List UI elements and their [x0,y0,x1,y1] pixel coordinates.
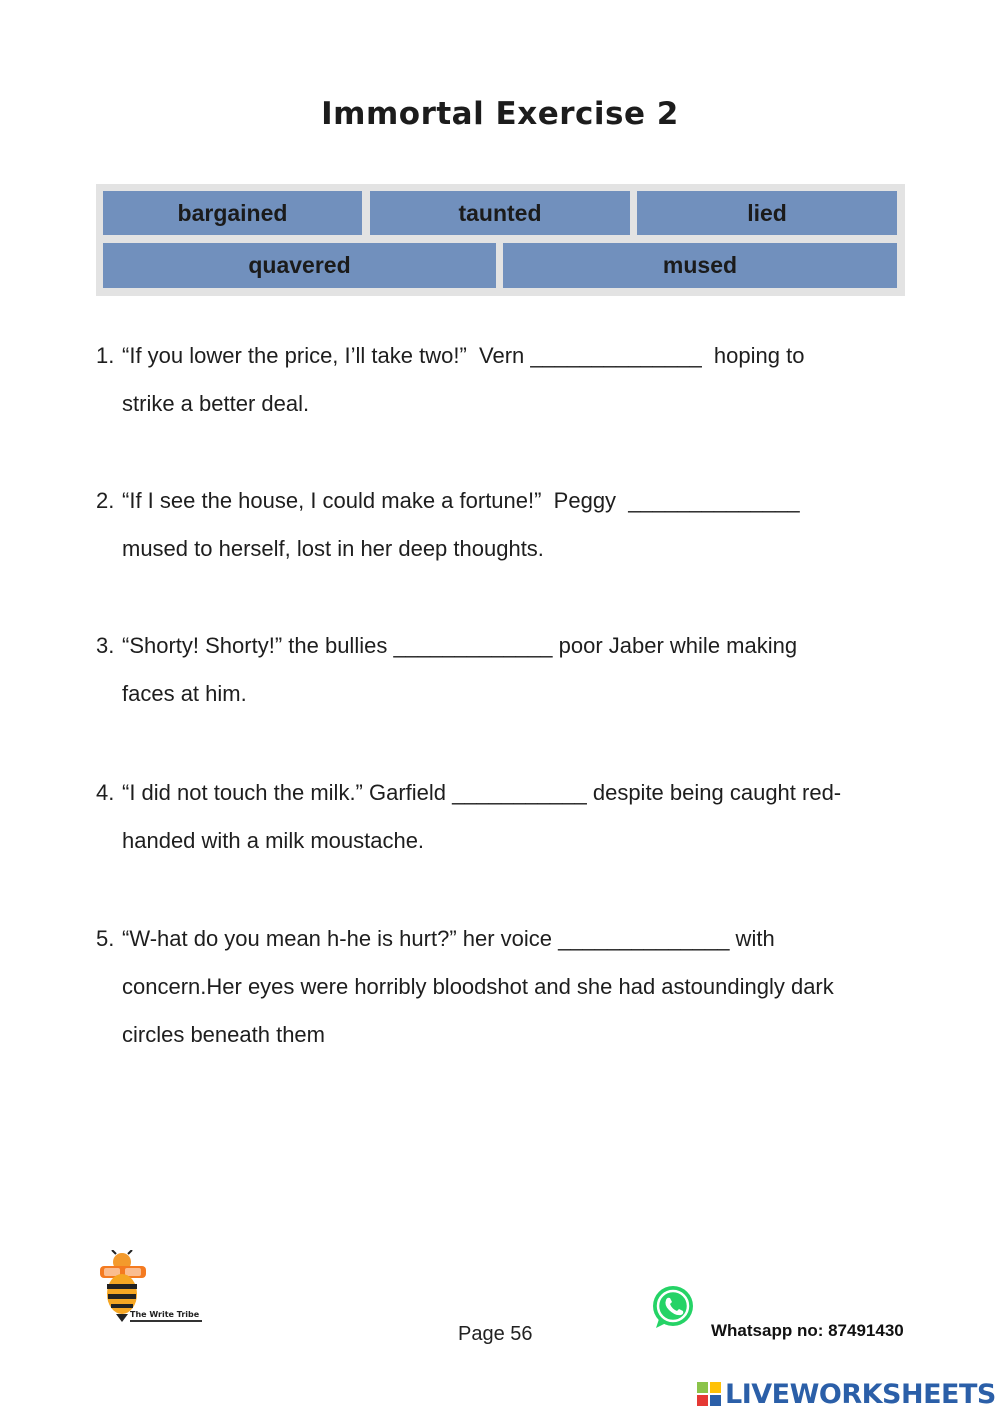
whatsapp-number: Whatsapp no: 87491430 [711,1321,904,1340]
liveworksheets-brand [697,1374,996,1414]
question-continuation: circles beneath them [122,1022,325,1047]
word-bank [96,184,905,296]
question-4 [96,769,896,865]
answer-blank[interactable]: ___________ [452,780,587,805]
word-bank-item: lied [637,191,897,235]
question-continuation: strike a better deal. [122,391,310,416]
word-bank-item: taunted [370,191,630,235]
question-continuation: handed with a milk moustache. [122,828,425,853]
question-3 [96,622,896,718]
answer-blank[interactable]: _____________ [393,633,553,658]
question-number: 2. [96,488,115,513]
question-continuation: mused to herself, lost in her deep thoughts. [122,536,544,561]
question-text: hoping to [701,343,805,368]
word-bank-item: bargained [103,191,362,235]
question-number: 1. [96,343,115,368]
question-2 [96,477,896,573]
question-text: with [729,926,775,951]
question-text: “Shorty! Shorty!” the bullies [122,633,394,658]
question-continuation: concern.Her eyes were horribly bloodshot and she had astoundingly dark [122,974,834,999]
question-number: 3. [96,633,115,658]
question-text: “I did not touch the milk.” Garfield [122,780,453,805]
whatsapp-icon [650,1284,696,1330]
question-text: “W-hat do you mean h-he is hurt?” her voice [122,926,559,951]
answer-blank[interactable]: ______________ [530,343,702,368]
bee-brand-label: The Write Tribe [130,1310,202,1322]
liveworksheets-logo-icon [697,1382,721,1406]
question-text: poor Jaber while making [552,633,798,658]
liveworksheets-label: LIVEWORKSHEETS [725,1378,996,1410]
answer-blank[interactable]: ______________ [558,926,730,951]
question-5 [96,915,896,1059]
page-title: Immortal Exercise 2 [321,96,679,132]
word-bank-item: mused [503,243,897,288]
word-bank-item: quavered [103,243,496,288]
question-number: 5. [96,926,115,951]
question-number: 4. [96,780,115,805]
question-continuation: faces at him. [122,681,247,706]
answer-blank[interactable]: ______________ [628,488,800,513]
question-1 [96,332,896,428]
question-text: “If I see the house, I could make a fortune!” Peggy [122,488,629,513]
question-text: “If you lower the price, I’ll take two!” Vern [122,343,531,368]
question-text: despite being caught red- [586,780,842,805]
page-number: Page 56 [458,1323,533,1345]
